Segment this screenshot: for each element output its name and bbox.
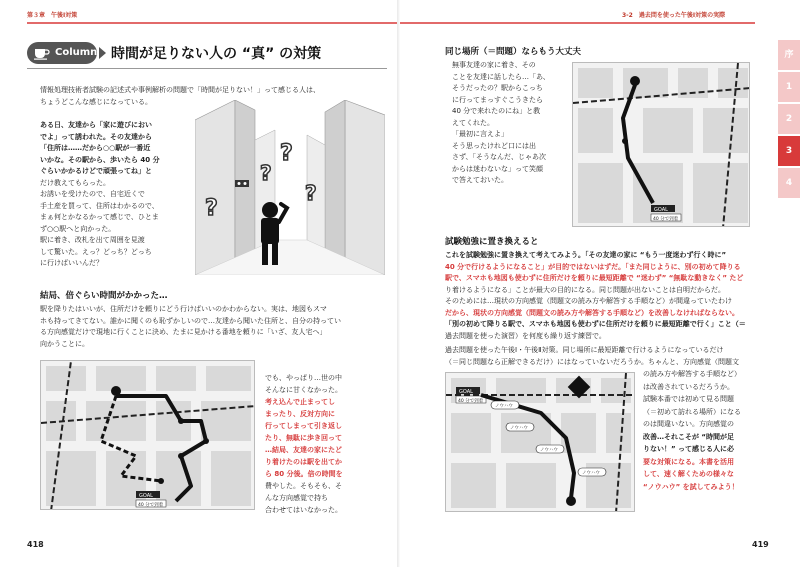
running-head-right: 3-2 過去問を使った午後Ⅰ対策の実際 bbox=[622, 12, 726, 19]
map-goal-label: GOAL bbox=[139, 493, 153, 499]
svg-text:?: ? bbox=[260, 161, 272, 185]
running-rule-right bbox=[400, 22, 755, 24]
exam-paragraph-2: 過去問題を使った午後Ⅰ・午後Ⅱ対策。同じ場所に最短距離で行けるようになっているだけ （＝同じ問題なら正解できるだけ）にはなっていないだろうか。ちゃんと、方向感覚（問題文 bbox=[445, 346, 739, 366]
conclusion-paragraph: の読み方や解答する手順など） は改善されているだろうか。 試験本番では初めて見る問題 （＝初めて訪れる場所）になる のは間違いない。方向感覚の 改善…それこそが “時間が足 りない！” って感じる人に必 要な対策になる。本書を活用 して、速く解くための様々な “ノウハウ” を試してみよう！ bbox=[643, 370, 741, 491]
column-rule bbox=[27, 68, 387, 69]
section-heading-same-place: 同じ場所（＝問題）ならもう大丈夫 bbox=[445, 47, 582, 57]
chapter-tab-preface[interactable]: 序 bbox=[778, 40, 800, 70]
map-graphic bbox=[41, 361, 255, 510]
knowhow-tag: ノウハウ bbox=[510, 426, 528, 431]
map-time-label: 40 分で到着 bbox=[458, 399, 484, 404]
chapter-tab-4[interactable]: 4 bbox=[778, 168, 800, 198]
result-paragraph: 駅を降りたはいいが、住所だけを頼りにどう行けばいいのかわからない。実は、地図もスマ ホも持ってきてない。誰かに聞くのも恥ずかしいので…友達から聞いた住所と、自分の持ってい る方向感覚だけで現地に行くことに決め、たまに見かける番地を頼りに「いざ、友人宅へ」 向かうことに。 bbox=[40, 305, 341, 348]
intro-paragraph: 情報処理技術者試験の記述式や事例解析の問題で「時間が足りない！」って感じる人は、 ちょうどこんな感じになっている。 bbox=[40, 86, 320, 106]
page-number-left: 418 bbox=[27, 540, 44, 549]
exam-paragraph: これを試験勉強に置き換えて考えてみよう。「その友達の家に “もう一度迷わず行く時に” 40 分で行けるようになること」が目的ではないはずだ。「また同じように、別の初めて降りる 駅で、スマホも地図も使わずに住所だけを頼りに最短距離で “迷わず” “無駄な動きなく” たど り着けるようになる」ことが最大の目的になる。同じ問題が出ないことは自明だからだ。 そのためには…現状の方向感覚（問題文の読み方や解答する手順など）が間違っていたわけ だから、現状の方向感覚（問題文の読み方や解答する手順など）を改善しなければならない。 「別の初めて降りる駅で、スマホも地図も使わずに住所だけを頼りに最短距離で行く」こと（＝ 過去問題を使った演習）を何度も繰り返す練習で。 bbox=[445, 251, 746, 340]
page-number-right: 419 bbox=[752, 540, 769, 549]
map-goal-label: GOAL bbox=[654, 207, 668, 213]
column-badge-label: Column bbox=[55, 47, 98, 58]
chapter-tab-1[interactable]: 1 bbox=[778, 72, 800, 102]
svg-text:?: ? bbox=[205, 196, 218, 221]
running-head-left: 第３章 午後Ⅰ対策 bbox=[27, 12, 78, 19]
column-arrow-icon bbox=[99, 47, 106, 59]
chapter-tab-3[interactable]: 3 bbox=[778, 136, 800, 166]
knowhow-route-map bbox=[445, 372, 635, 512]
section-heading-result: 結局、倍ぐらい時間がかかった… bbox=[40, 291, 168, 301]
section-heading-exam: 試験勉強に置き換えると bbox=[445, 237, 539, 247]
running-rule-left bbox=[27, 22, 400, 24]
knowhow-tag: ノウハウ bbox=[540, 448, 558, 453]
map-graphic bbox=[573, 63, 750, 227]
map-graphic bbox=[446, 373, 635, 512]
svg-text:?: ? bbox=[280, 141, 293, 166]
knowhow-tag: ノウハウ bbox=[495, 404, 513, 409]
right-page bbox=[400, 0, 800, 567]
side-paragraph: でも、やっぱり…世の中 そんなに甘くなかった。 考え込んで止まってし まったり、反対方向に 行ってしまって引き返し たり、無駄に歩き回って …結局、友達の家にたど り着けたのは駅を出てか ら 80 分後。倍の時間を 費やした。そもそも、そ んな方向感覚で持ち 合わせてはいなかった。 bbox=[265, 374, 343, 514]
wandering-route-map bbox=[40, 360, 255, 510]
map-goal-label: GOAL bbox=[459, 389, 473, 395]
chapter-tab-2[interactable]: 2 bbox=[778, 104, 800, 134]
same-place-paragraph: 無事友達の家に着き、その ことを友達に話したら…「あ、 そうだったの？駅からこっち に行ってまっすぐこうきたら 40 分で来れたのにね」と教 えてくれた。 「最初に言えよ」 そう思ったけれど口には出 さず、「そうなんだ、じゃあ次 からは迷わないな」って笑顔 で答えておいた。 bbox=[452, 61, 550, 184]
story-paragraph: ある日、友達から「家に遊びにおい でよ」って誘われた。その友達から 「住所は……だから○○駅が一番近 いかな。その駅から、歩いたら 40 分 ぐらいかかるけどで頑張ってね」と だけ教えてもらった。 お誘いを受けたので、自宅近くで 手土産を買って、住所はわかるので、 まぁ何とかなるかって感じで、ひとま ず○○駅へと向かった。 駅に着き、改札を出て周囲を見渡 して驚いた。えっ？どっち？どっち に行けばいいんだ？ bbox=[40, 121, 160, 267]
map-time-label: 40 分で到着 bbox=[138, 503, 164, 508]
chapter-tabs bbox=[778, 40, 800, 200]
column-badge bbox=[27, 42, 97, 64]
map-time-label: 40 分で到着 bbox=[653, 217, 679, 222]
city-confusion-illustration bbox=[195, 100, 385, 275]
column-title: 時間が足りない人の “真” の対策 bbox=[111, 46, 322, 62]
coffee-cup-icon bbox=[33, 46, 51, 60]
direct-route-map bbox=[572, 62, 750, 227]
knowhow-tag: ノウハウ bbox=[582, 471, 600, 476]
svg-text:?: ? bbox=[305, 181, 317, 205]
column-banner bbox=[27, 40, 387, 66]
